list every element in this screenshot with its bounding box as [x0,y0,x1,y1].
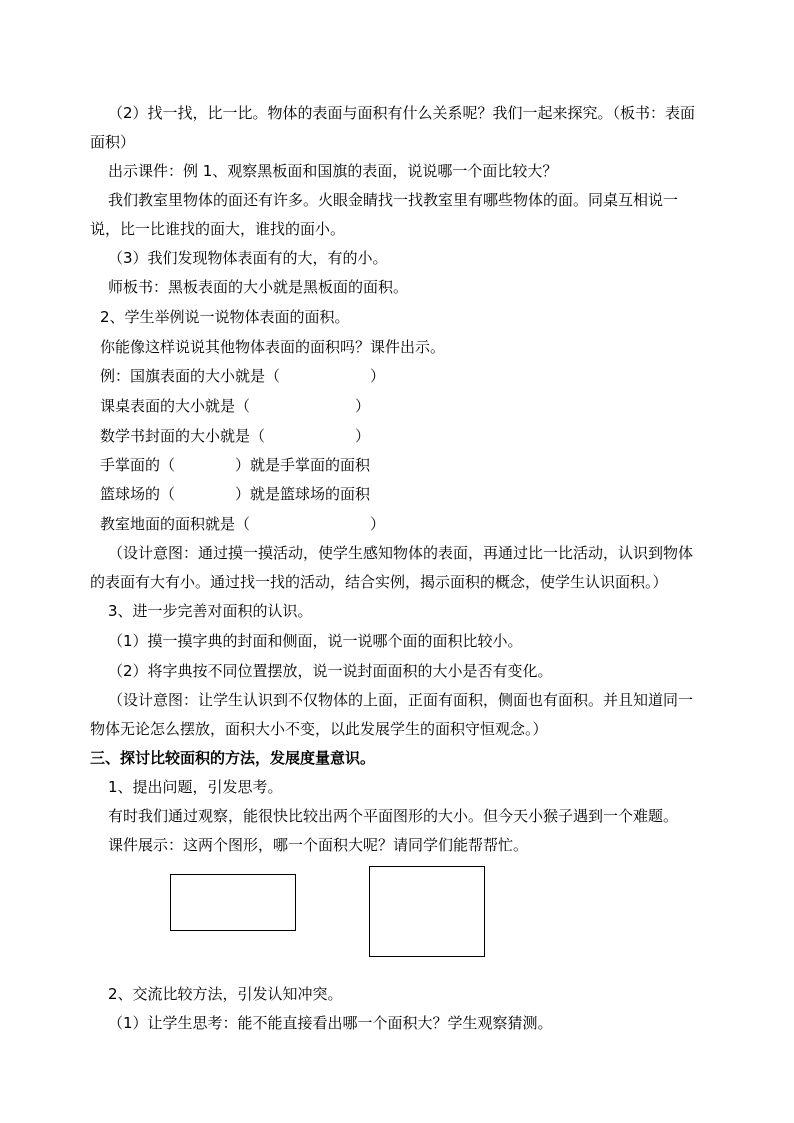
paragraph-line: （2）找一找，比一比。物体的表面与面积有什么关系呢？我们一起来探究。（板书：表面 [108,104,696,122]
paragraph-line: 出示课件：例 1、观察黑板面和国旗的表面，说说哪一个面比较大？ [108,162,558,180]
fill-blank-line: 课桌表面的大小就是（ ） [100,397,371,415]
rectangle-figure [170,874,296,931]
part-heading: 三、探讨比较面积的方法，发展度量意识。 [90,749,376,767]
fill-blank-line: 教室地面的面积就是（ ） [100,515,386,533]
design-intent-line: （设计意图：通过摸一摸活动，使学生感知物体的表面，再通过比一比活动，认识到物体 [108,544,694,562]
section-heading: 1、提出问题，引发思考。 [108,778,283,796]
fill-blank-line: 例：国旗表面的大小就是（ ） [100,367,386,385]
paragraph-line: （2）将字典按不同位置摆放，说一说封面面积的大小是否有变化。 [108,662,553,680]
fill-blank-line: 手掌面的（ ）就是手掌面的面积 [100,456,371,474]
paragraph-line: 说，比一比谁找的面大，谁找的面小。 [90,220,346,238]
section-heading: 3、进一步完善对面积的认识。 [108,602,313,620]
design-intent-line: （设计意图：让学生认识到不仅物体的上面，正面有面积，侧面也有面积。并且知道同一 [108,691,694,709]
fill-blank-line: 数学书封面的大小就是（ ） [100,427,371,445]
paragraph-line: （1）让学生思考：能不能直接看出哪一个面积大？学生观察猜测。 [108,1014,553,1032]
paragraph-line: 课件展示：这两个图形，哪一个面积大呢？请同学们能帮帮忙。 [108,836,529,854]
paragraph-line: 有时我们通过观察，能很快比较出两个平面图形的大小。但今天小猴子遇到一个难题。 [108,807,679,825]
rectangle-figure [369,866,485,957]
paragraph-line: 面积） [90,133,136,151]
paragraph-line: 你能像这样说说其他物体表面的面积吗？课件出示。 [100,338,446,356]
fill-blank-line: 篮球场的（ ）就是篮球场的面积 [100,485,371,503]
design-intent-line: 的表面有大有小。通过找一找的活动，结合实例，揭示面积的概念，使学生认识面积。） [90,573,668,591]
paragraph-line: （3）我们发现物体表面有的大，有的小。 [108,249,388,267]
section-heading: 2、交流比较方法，引发认知冲突。 [108,985,343,1003]
section-heading: 2、学生举例说一说物体表面的面积。 [100,308,350,326]
design-intent-line: 物体无论怎么摆放，面积大小不变，以此发展学生的面积守恒观念。） [90,720,548,738]
paragraph-line: 师板书：黑板表面的大小就是黑板面的面积。 [108,278,409,296]
paragraph-line: （1）摸一摸字典的封面和侧面，说一说哪个面的面积比较小。 [108,632,523,650]
paragraph-line: 我们教室里物体的面还有许多。火眼金睛找一找教室里有哪些物体的面。同桌互相说一 [108,191,679,209]
